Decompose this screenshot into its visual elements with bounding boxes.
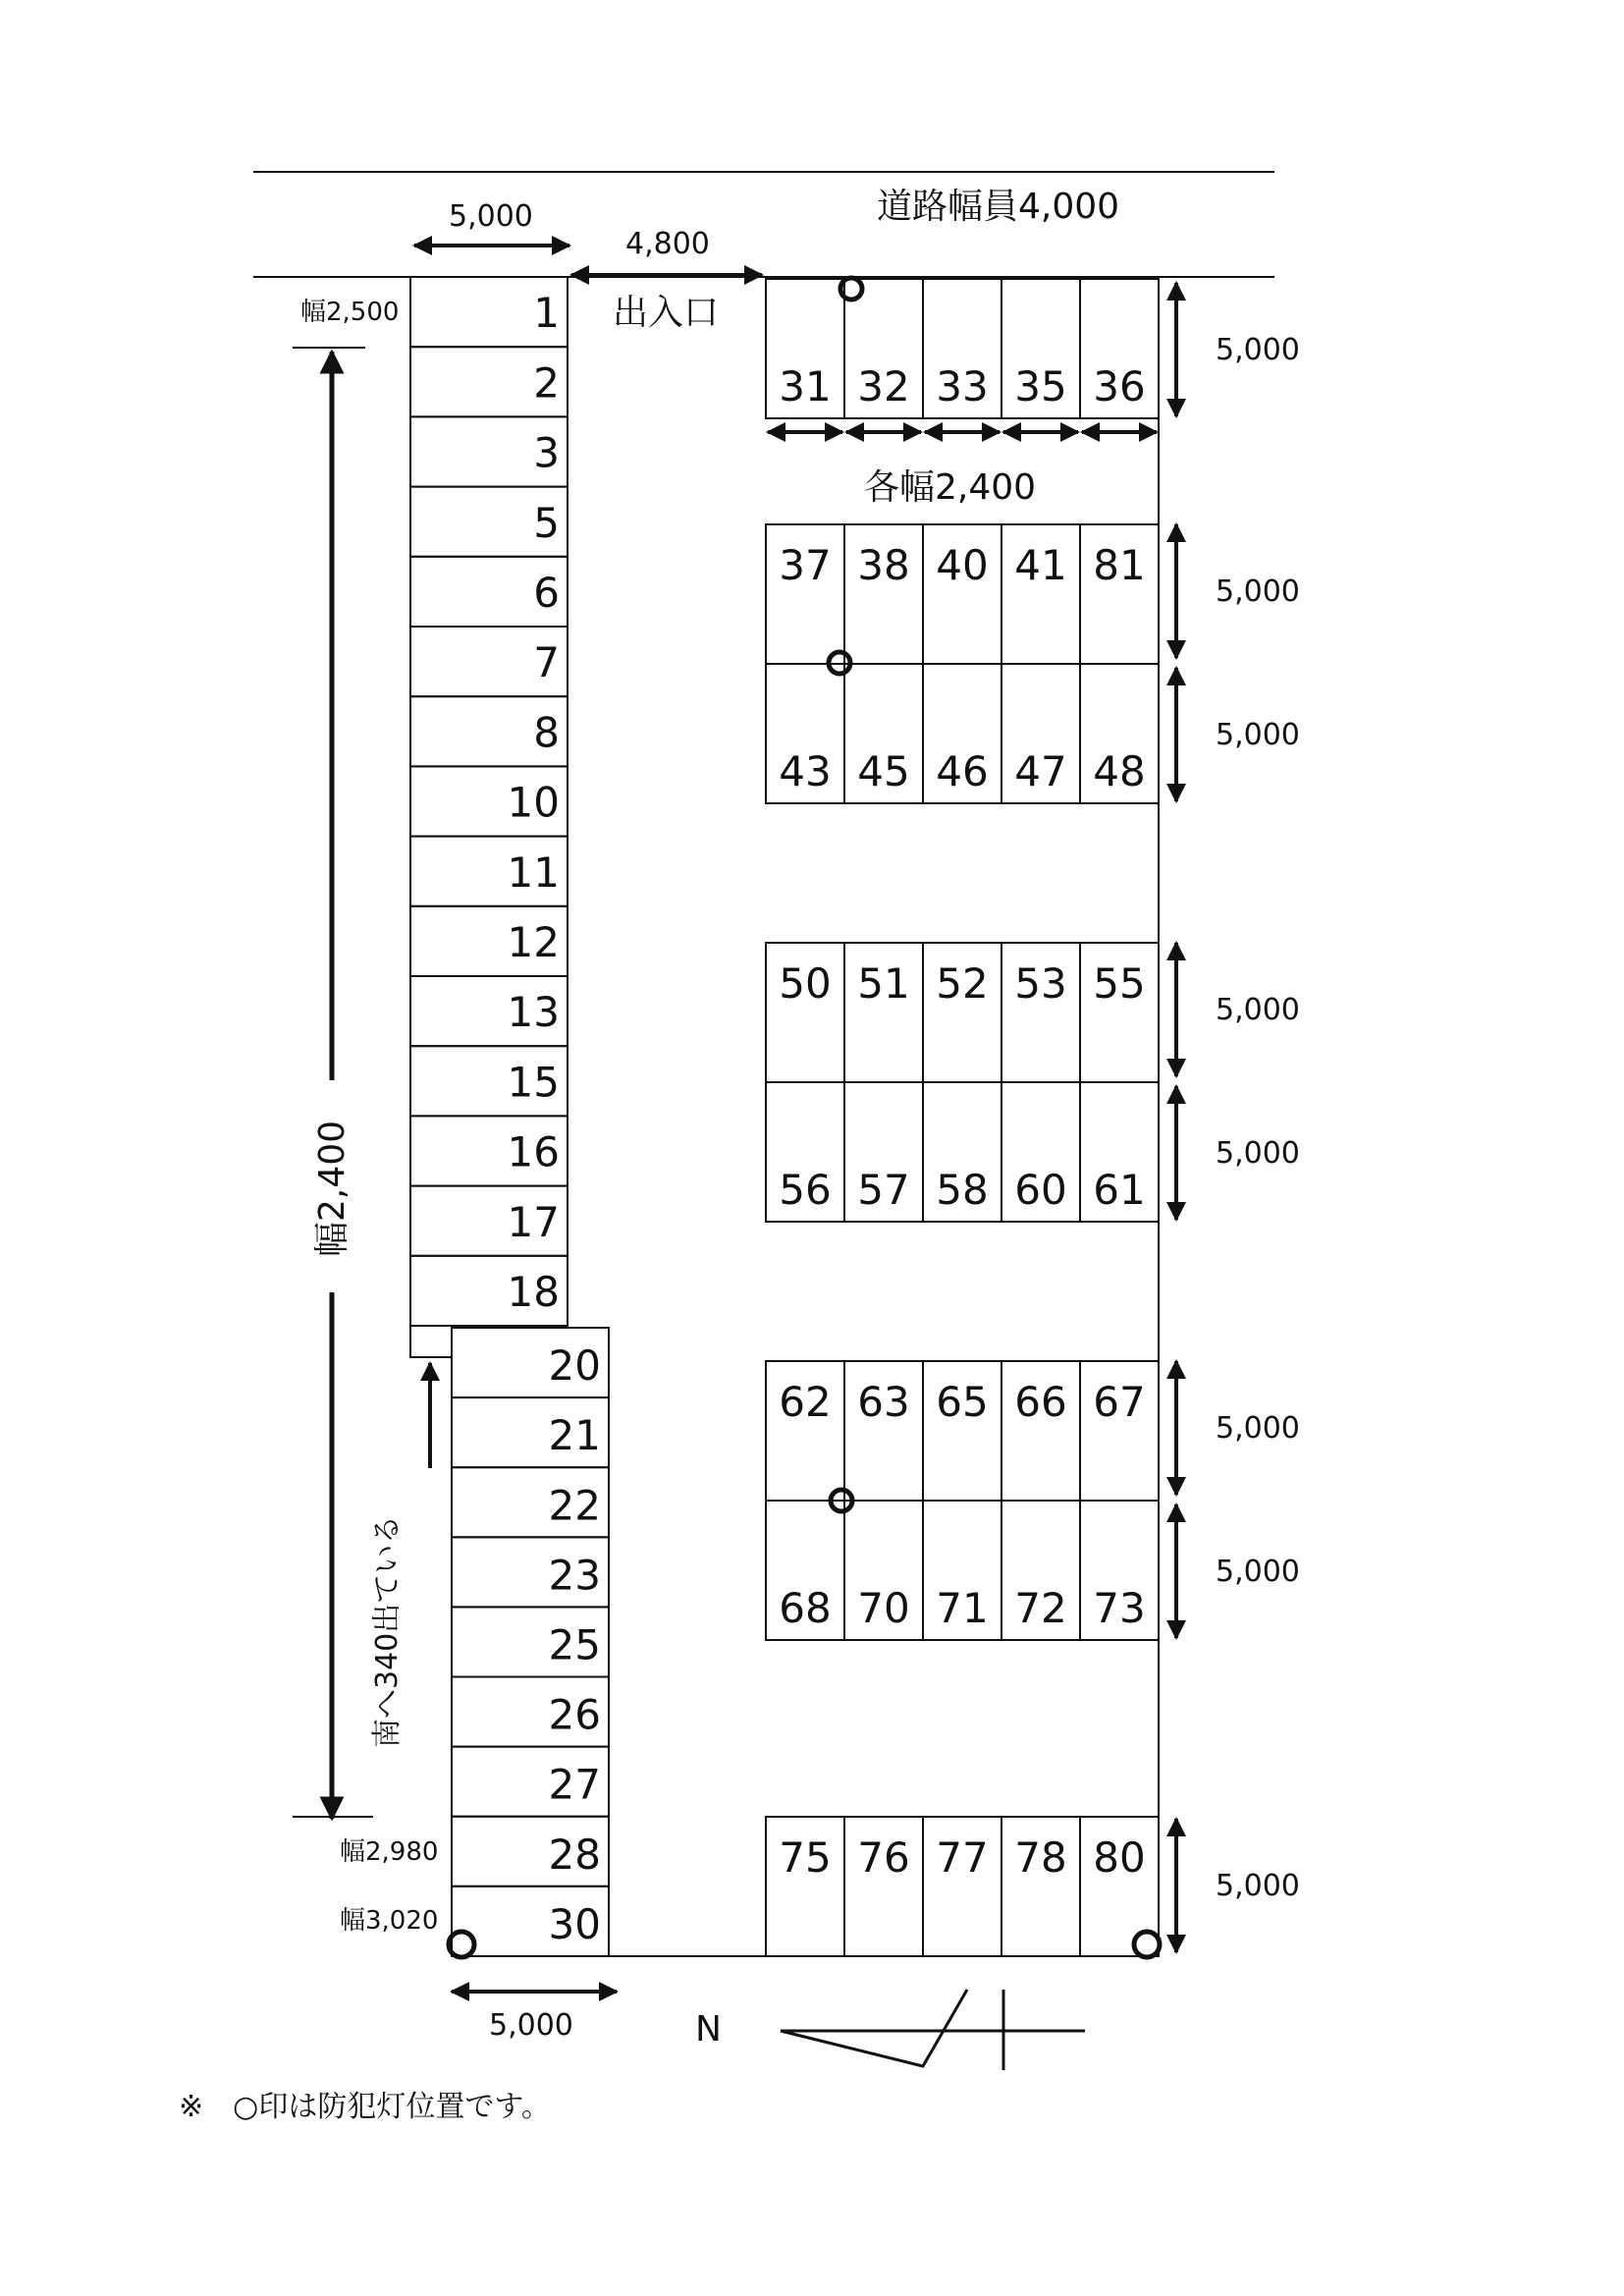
road-width-label: 道路幅員4,000 [877,187,1120,227]
stall-number: 26 [548,1690,601,1739]
stall-number: 32 [857,362,910,410]
width-3020-label: 幅3,020 [340,1906,439,1936]
stall-number: 55 [1093,959,1146,1008]
stall-number: 76 [857,1833,910,1882]
stall-number: 70 [857,1584,910,1632]
stall-number: 71 [936,1584,989,1632]
stall-number: 12 [507,918,560,966]
security-light-icon [1134,1932,1160,1957]
right-blocks [766,279,1159,1956]
security-light-note: ※ ○印は防犯灯位置です。 [179,2090,551,2124]
stall-number: 37 [779,541,832,589]
stall-number: 16 [507,1127,560,1176]
stall-number: 75 [779,1833,832,1882]
stall-number: 53 [1014,959,1067,1008]
stall-number: 66 [1014,1378,1067,1426]
stall-number: 65 [936,1378,989,1426]
stall-number: 60 [1014,1166,1067,1214]
depth-dim-label: 5,000 [1216,1555,1300,1589]
stall-number: 48 [1093,747,1146,795]
stall-number: 63 [857,1378,910,1426]
column-step-line [410,1326,452,1357]
stall-number: 58 [936,1166,989,1214]
depth-dim-label: 5,000 [1216,574,1300,609]
north-arrow-icon [781,1990,1085,2070]
north-label: N [695,2009,722,2050]
depth-dim-label: 5,000 [1216,1869,1300,1903]
stall-number: 1 [533,289,560,338]
stall-number: 33 [936,362,989,410]
stall-number: 46 [936,747,989,795]
left-column-a [410,277,568,1326]
stall-number: 40 [936,541,989,589]
right-dimensions [1176,283,1300,1952]
depth-dim-label: 5,000 [1216,333,1300,367]
stall-number: 67 [1093,1378,1146,1426]
stall-number: 43 [779,747,832,795]
stall-number: 45 [857,747,910,795]
width-2400-vertical-label: 幅2,400 [312,1120,352,1257]
stall-number: 51 [857,959,910,1008]
stall-number: 22 [548,1481,601,1530]
dim-top-5000-label: 5,000 [449,199,533,234]
width-2980-label: 幅2,980 [340,1837,439,1867]
stall-number: 68 [779,1584,832,1632]
stall-number: 23 [548,1551,601,1600]
stall-number: 62 [779,1378,832,1426]
stall-number: 80 [1093,1833,1146,1882]
stall-number: 31 [779,362,832,410]
depth-dim-label: 5,000 [1216,1136,1300,1171]
stall-number: 72 [1014,1584,1067,1632]
stall-number: 20 [548,1341,601,1391]
entrance-label: 出入口 [613,293,720,333]
stall-number: 56 [779,1166,832,1214]
stall-number: 35 [1014,362,1067,410]
stall-number: 38 [857,541,910,589]
stall-number: 41 [1014,541,1067,589]
each-width-label: 各幅2,400 [864,467,1037,508]
stall-number: 28 [548,1830,601,1879]
stall-number: 27 [548,1760,601,1809]
stall-number: 25 [548,1620,601,1669]
stall-number: 10 [507,778,560,827]
stall-number: 57 [857,1166,910,1214]
stall-number: 18 [507,1268,560,1316]
depth-dim-label: 5,000 [1216,993,1300,1027]
stall-number: 73 [1093,1584,1146,1632]
stall-number: 81 [1093,541,1146,589]
south-340-label: 南へ340出ている [370,1514,405,1748]
stall-number: 61 [1093,1166,1146,1214]
width-2500-label: 幅2,500 [300,298,400,327]
depth-dim-label: 5,000 [1216,718,1300,752]
stall-number: 78 [1014,1833,1067,1882]
stall-number: 47 [1014,747,1067,795]
stall-number: 3 [533,428,560,477]
stall-number: 7 [533,638,560,687]
stall-number: 52 [936,959,989,1008]
stall-number: 21 [548,1411,601,1460]
stall-number: 2 [533,358,560,408]
stall-number: 15 [507,1058,560,1107]
stall-number: 13 [507,988,560,1037]
dim-bottom-5000-label: 5,000 [489,2008,573,2043]
stall-number: 11 [507,847,560,897]
depth-dim-label: 5,000 [1216,1411,1300,1446]
left-column-b [410,1326,609,1956]
stall-number: 77 [936,1833,989,1882]
stall-number: 30 [548,1899,601,1948]
stall-number: 8 [533,708,560,757]
stall-number: 5 [533,498,560,547]
stall-number: 36 [1093,362,1146,410]
stall-number: 17 [507,1197,560,1246]
stall-number: 50 [779,959,832,1008]
dim-entrance-4800-label: 4,800 [625,227,710,261]
stall-number: 6 [533,569,560,617]
